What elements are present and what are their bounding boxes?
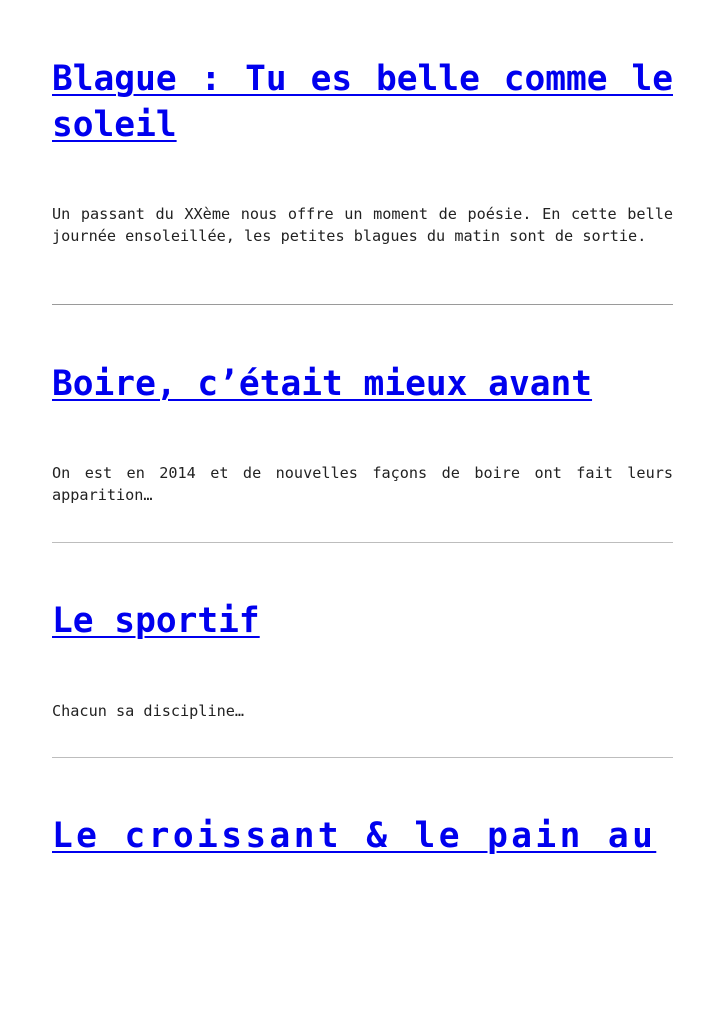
post-excerpt: On est en 2014 et de nouvelles façons de boire ont fait leurs apparition…: [52, 464, 673, 504]
post-title-link[interactable]: Le sportif: [52, 601, 260, 641]
post-title: [52, 598, 673, 644]
post-title-link[interactable]: Blague : Tu es belle comme le soleil: [52, 59, 673, 145]
post-title-link[interactable]: Le croissant & le pain au: [52, 816, 657, 856]
post-title-link[interactable]: Boire, c’était mieux avant: [52, 364, 593, 404]
post-divider: [52, 304, 673, 305]
post-title: [52, 813, 677, 859]
post-title: [52, 361, 673, 407]
post-title: [52, 56, 673, 148]
post-divider: [52, 757, 673, 758]
post-excerpt: Chacun sa discipline…: [52, 702, 245, 720]
post-excerpt: Un passant du XXème nous offre un moment de poésie. En cette belle journée ensoleillée, les petites blagues du matin sont de sortie.: [52, 205, 673, 245]
post-divider: [52, 542, 673, 543]
